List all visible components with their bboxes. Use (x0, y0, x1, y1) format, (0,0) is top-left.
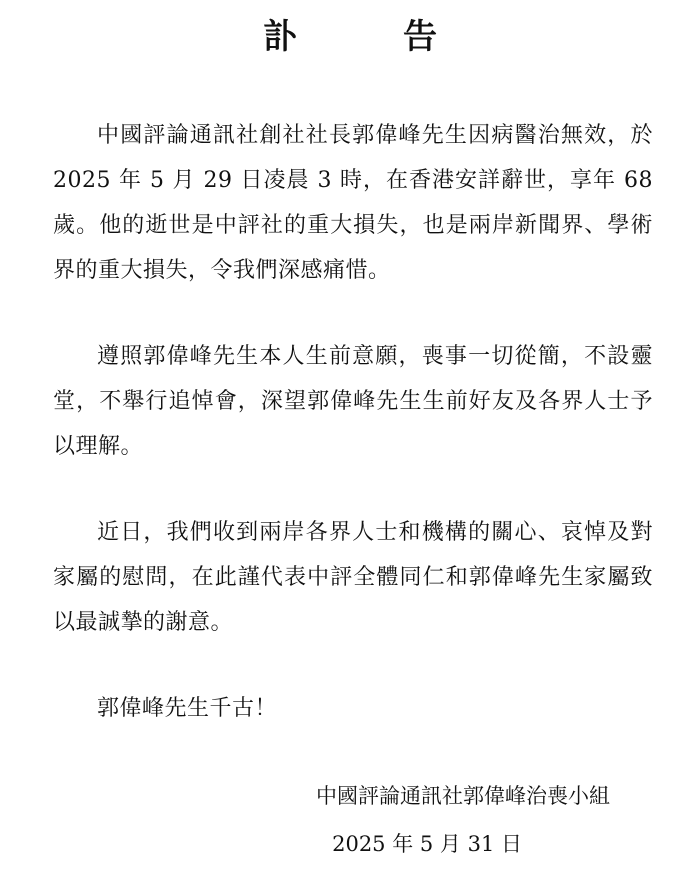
paragraph-farewell: 郭偉峰先生千古！ (97, 696, 278, 721)
signature-organization: 中國評論通訊社郭偉峰治喪小組 (316, 784, 610, 808)
document-title: 訃 告 (263, 17, 473, 57)
paragraph-thanks: 近日，我們收到兩岸各界人士和機構的關心、哀悼及對家屬的慰問，在此謹代表中評全體同仁和郭偉峰先生家屬致以最誠摯的謝意。 (53, 520, 653, 635)
signature-date: 2025 年 5 月 31 日 (332, 832, 522, 856)
paragraph-announcement: 中國評論通訊社創社社長郭偉峰先生因病醫治無效，於 2025 年 5 月 29 日凌晨 3 時，在香港安詳辭世，享年 68 歲。他的逝世是中評社的重大損失，也是兩岸新聞界、學術界的重大損失，令我們深感痛惜。 (53, 123, 653, 283)
paragraph-funeral-arrangements: 遵照郭偉峰先生本人生前意願，喪事一切從簡，不設靈堂，不舉行追悼會，深望郭偉峰先生生前好友及各界人士予以理解。 (53, 344, 653, 459)
